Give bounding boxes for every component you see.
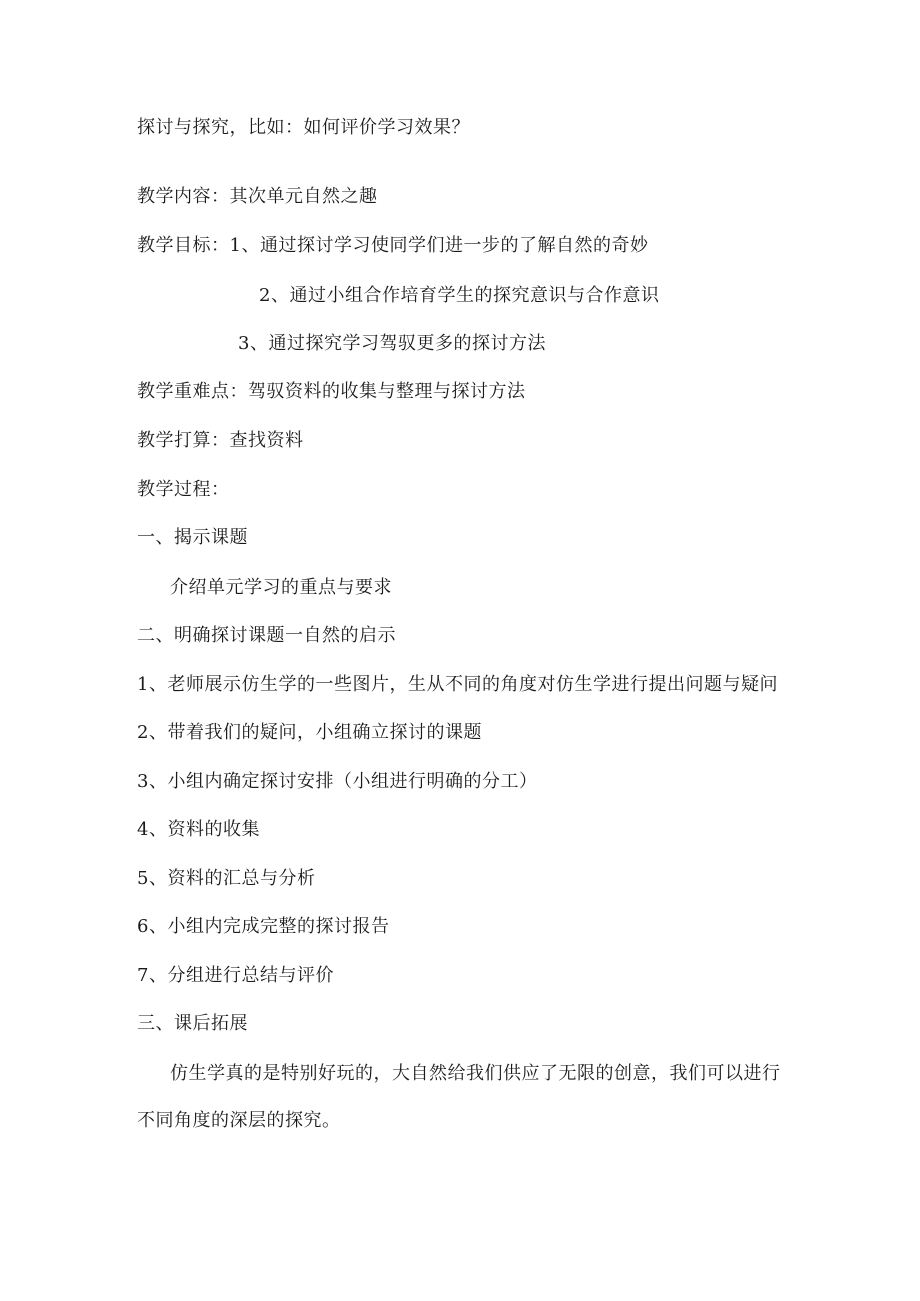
closing-paragraph-line-1: 仿生学真的是特别好玩的，大自然给我们供应了无限的创意，我们可以进行	[170, 1063, 781, 1084]
goal-line-3: 3、通过探究学习驾驭更多的探讨方法	[238, 333, 546, 354]
goal-line-2: 2、通过小组合作培育学生的探究意识与合作意识	[259, 285, 660, 306]
goal-line-1: 教学目标：1、通过探讨学习使同学们进一步的了解自然的奇妙	[137, 235, 649, 256]
step-item: 4、资料的收集	[137, 819, 260, 840]
step-item: 7、分组进行总结与评价	[137, 965, 334, 986]
section-2-heading: 二、明确探讨课题一自然的启示	[137, 625, 396, 646]
closing-paragraph-line-2: 不同角度的深层的探究。	[137, 1110, 341, 1131]
step-item: 3、小组内确定探讨安排（小组进行明确的分工）	[137, 771, 538, 792]
process-heading: 教学过程：	[137, 479, 230, 500]
step-item: 6、小组内完成完整的探讨报告	[137, 916, 390, 937]
section-1-body: 介绍单元学习的重点与要求	[170, 577, 392, 598]
section-1-heading: 一、揭示课题	[137, 527, 248, 548]
step-item: 2、带着我们的疑问，小组确立探讨的课题	[137, 722, 482, 743]
intro-line: 探讨与探究，比如：如何评价学习效果？	[137, 117, 470, 138]
section-3-heading: 三、课后拓展	[137, 1013, 248, 1034]
key-points-line: 教学重难点：驾驭资料的收集与整理与探讨方法	[137, 381, 526, 402]
step-item: 1、老师展示仿生学的一些图片，生从不同的角度对仿生学进行提出问题与疑问	[137, 674, 778, 695]
preparation-line: 教学打算：查找资料	[137, 430, 304, 451]
step-item: 5、资料的汇总与分析	[137, 868, 316, 889]
content-line: 教学内容：其次单元自然之趣	[137, 186, 378, 207]
